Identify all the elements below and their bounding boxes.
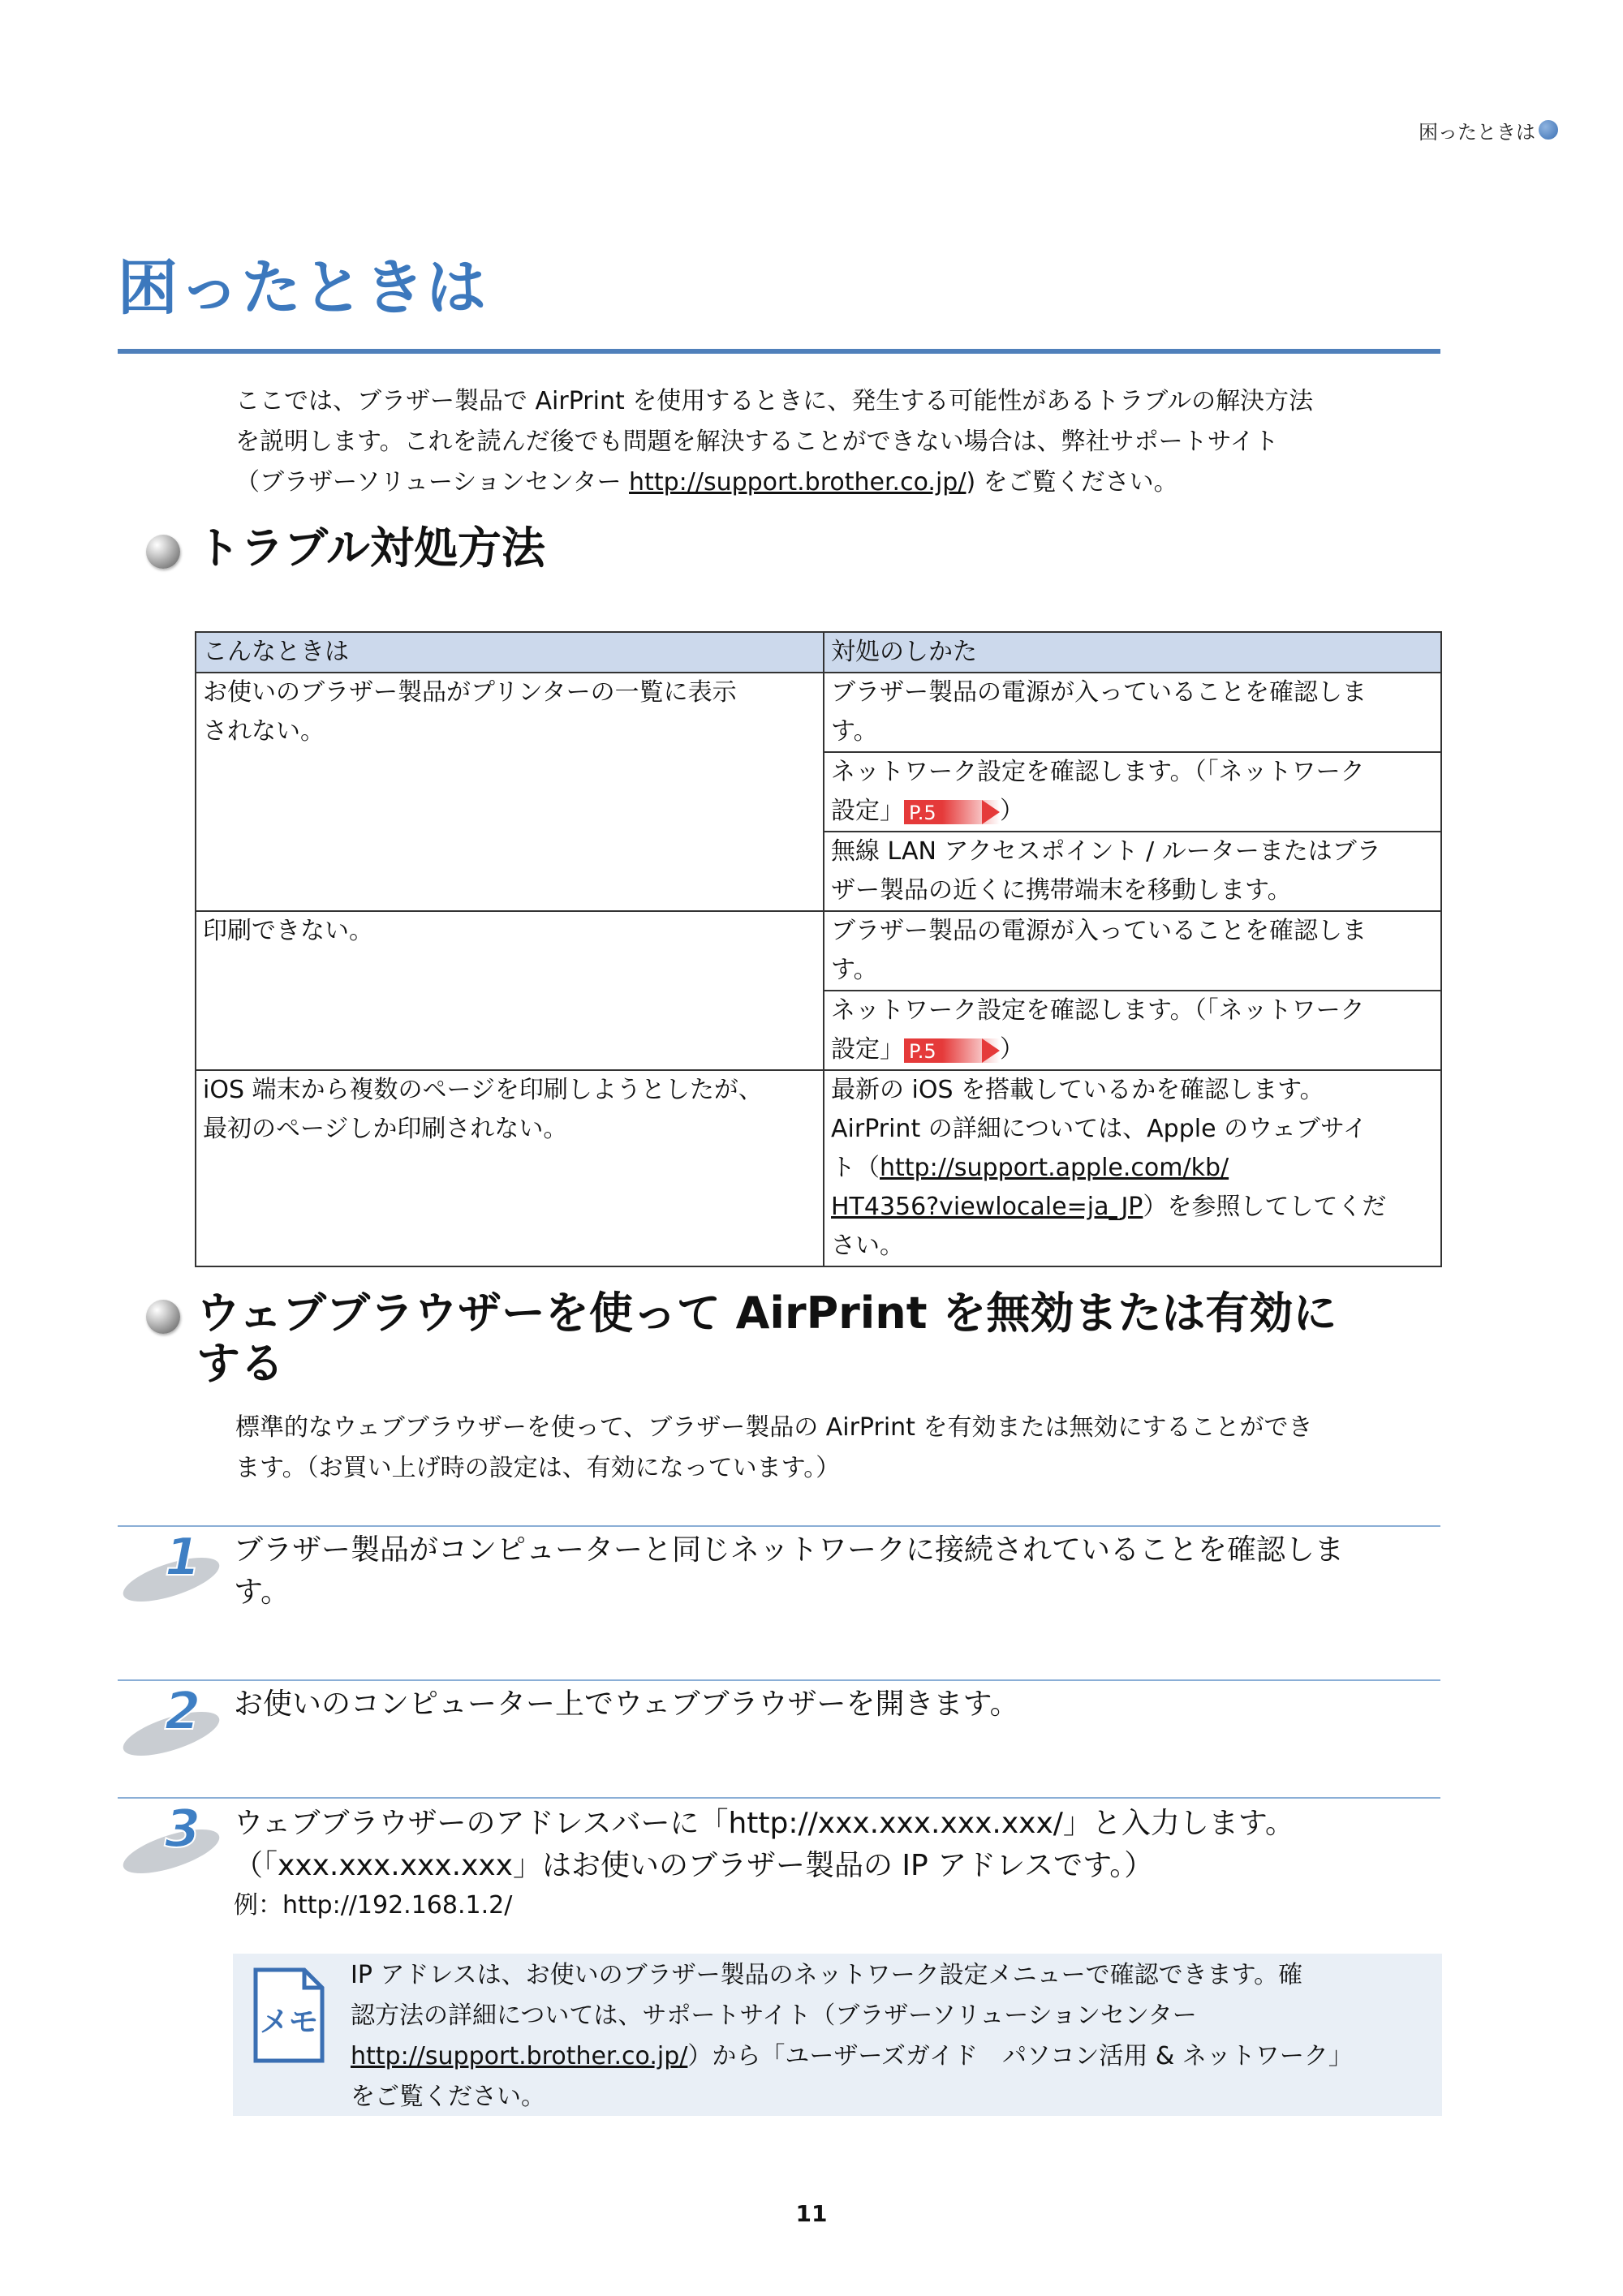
intro-line: を説明します。これを読んだ後でも問題を解決することができない場合は、弊社サポートサイト [235, 428, 1279, 456]
heading-line: する [196, 1338, 284, 1389]
remedy-line: す。 [831, 956, 878, 984]
remedy-text: ） [1000, 1035, 1024, 1064]
remedy-cell [824, 673, 1441, 752]
remedy-text: 設定」 [831, 797, 904, 825]
column-header-remedy: 対処のしかた [824, 632, 1441, 673]
remedy-line [831, 1149, 1434, 1188]
remedy-cell [824, 911, 1441, 991]
step-line: ウェブブラウザーのアドレスバーに「http://xxx.xxx.xxx.xxx/」と入力します。 [234, 1807, 1295, 1840]
symptom-cell [196, 911, 824, 1070]
remedy-line: ブラザー製品の電源が入っていることを確認しま [831, 678, 1367, 707]
remedy-line: す。 [831, 717, 878, 746]
remedy-line: ネットワーク設定を確認します。（「ネットワーク [831, 996, 1365, 1025]
symptom-line: 印刷できない。 [203, 917, 373, 945]
section2-description [235, 1408, 1453, 1489]
remedy-text: 設定」 [831, 1035, 904, 1064]
step-badge-icon [118, 1683, 231, 1765]
step-divider [118, 1679, 1440, 1681]
remedy-cell [824, 752, 1441, 832]
apple-support-link[interactable]: HT4356?viewlocale=ja_JP [831, 1193, 1143, 1221]
memo-line: をご覧ください。 [351, 2083, 545, 2111]
table-row [196, 673, 1441, 752]
step-example: 例：http://192.168.1.2/ [234, 1891, 513, 1920]
running-header [1217, 114, 1558, 146]
remedy-line: ザー製品の近くに携帯端末を移動します。 [831, 876, 1292, 905]
desc-line: ます。（お買い上げ時の設定は、有効になっています。） [235, 1454, 841, 1482]
remedy-line [831, 1188, 1434, 1227]
title-rule [118, 349, 1440, 354]
apple-support-link[interactable]: http://support.apple.com/kb/ [880, 1154, 1229, 1182]
trouble-table [195, 631, 1442, 1267]
step-number: 3 [164, 1801, 201, 1860]
running-header-text: 困ったときは [1419, 120, 1535, 144]
page-number: 11 [795, 2200, 828, 2227]
remedy-line [831, 1030, 1434, 1069]
desc-line: 標準的なウェブブラウザーを使って、ブラザー製品の AirPrint を有効または無効にすることができ [235, 1413, 1313, 1442]
intro-paragraph [235, 381, 1453, 503]
step-2-instruction [234, 1683, 1435, 1726]
memo-icon-label: メモ [259, 2006, 319, 2039]
page-ref-arrow-icon[interactable] [904, 1038, 1000, 1063]
step-1-instruction [234, 1529, 1435, 1614]
remedy-cell [824, 991, 1441, 1070]
remedy-cell [824, 1070, 1441, 1266]
intro-line [235, 462, 1453, 503]
page-ref-label: P.5 [909, 1039, 936, 1063]
remedy-text: ） [1000, 797, 1024, 825]
symptom-line: iOS 端末から複数のページを印刷しようとしたが、 [203, 1076, 763, 1104]
remedy-line: ネットワーク設定を確認します。（「ネットワーク [831, 758, 1365, 786]
header-dot-icon [1539, 120, 1558, 140]
remedy-text: ト（ [831, 1154, 880, 1182]
section-heading-airprint-toggle [146, 1288, 1461, 1389]
remedy-line: 最新の iOS を搭載しているかを確認します。 [831, 1076, 1324, 1104]
table-header-row [196, 632, 1441, 673]
sphere-bullet-icon [146, 1300, 180, 1334]
support-link[interactable]: http://support.brother.co.jp/ [629, 468, 966, 497]
symptom-line: されない。 [203, 717, 325, 746]
memo-line [351, 2036, 1438, 2077]
memo-sheet-icon [248, 1963, 329, 2067]
memo-text [351, 1955, 1438, 2118]
column-header-symptom: こんなときは [196, 632, 824, 673]
section-heading-troubleshooting [146, 523, 1461, 574]
step-number: 1 [164, 1529, 201, 1588]
section-heading-text: トラブル対処方法 [196, 522, 545, 574]
chapter-title: 困ったときは [118, 253, 488, 323]
step-line: ブラザー製品がコンピューターと同じネットワークに接続されていることを確認しま [234, 1533, 1345, 1567]
remedy-line: ブラザー製品の電源が入っていることを確認しま [831, 917, 1367, 945]
remedy-text: ）を参照してしてくだ [1143, 1193, 1387, 1221]
symptom-line: お使いのブラザー製品がプリンターの一覧に表示 [203, 678, 737, 707]
memo-line: IP アドレスは、お使いのブラザー製品のネットワーク設定メニューで確認できます。確 [351, 1961, 1303, 1989]
table-row [196, 911, 1441, 991]
page-ref-arrow-icon[interactable] [904, 800, 1000, 824]
intro-text: ) をご覧ください。 [966, 468, 1178, 497]
remedy-line: AirPrint の詳細については、Apple のウェブサイ [831, 1115, 1367, 1143]
remedy-line [831, 792, 1434, 831]
step-divider [118, 1525, 1440, 1527]
step-3-instruction [234, 1803, 1435, 1924]
symptom-line: 最初のページしか印刷されない。 [203, 1115, 568, 1143]
page-ref-label: P.5 [909, 801, 936, 824]
step-badge-icon [118, 1529, 231, 1610]
step-line: （「xxx.xxx.xxx.xxx」はお使いのブラザー製品の IP アドレスです。） [234, 1849, 1154, 1882]
remedy-line: 無線 LAN アクセスポイント / ルーターまたはブラ [831, 837, 1381, 866]
step-line: す。 [234, 1576, 291, 1609]
step-divider [118, 1797, 1440, 1799]
symptom-cell [196, 673, 824, 911]
remedy-line: さい。 [831, 1232, 904, 1260]
step-line: お使いのコンピューター上でウェブブラウザーを開きます。 [234, 1688, 1019, 1721]
support-link[interactable]: http://support.brother.co.jp/ [351, 2042, 688, 2070]
heading-line: ウェブブラウザーを使って AirPrint を無効または有効に [196, 1288, 1337, 1339]
step-number-badge [118, 1529, 231, 1610]
sphere-bullet-icon [146, 535, 180, 569]
remedy-cell [824, 832, 1441, 911]
symptom-cell [196, 1070, 824, 1266]
step-badge-icon [118, 1801, 231, 1882]
memo-text-span: ）から「ユーザーズガイド パソコン活用 & ネットワーク」 [687, 2042, 1353, 2070]
intro-line: ここでは、ブラザー製品で AirPrint を使用するときに、発生する可能性があるトラブルの解決方法 [235, 387, 1314, 415]
table-row [196, 1070, 1441, 1266]
memo-icon [248, 1963, 329, 2067]
step-number-badge [118, 1801, 231, 1882]
memo-line: 認方法の詳細については、サポートサイト（ブラザーソリューションセンター [351, 2001, 1197, 2030]
step-number-badge [118, 1683, 231, 1765]
step-number: 2 [164, 1683, 201, 1742]
section-heading-text [196, 1288, 1337, 1389]
intro-text: （ブラザーソリューションセンター [235, 468, 630, 497]
